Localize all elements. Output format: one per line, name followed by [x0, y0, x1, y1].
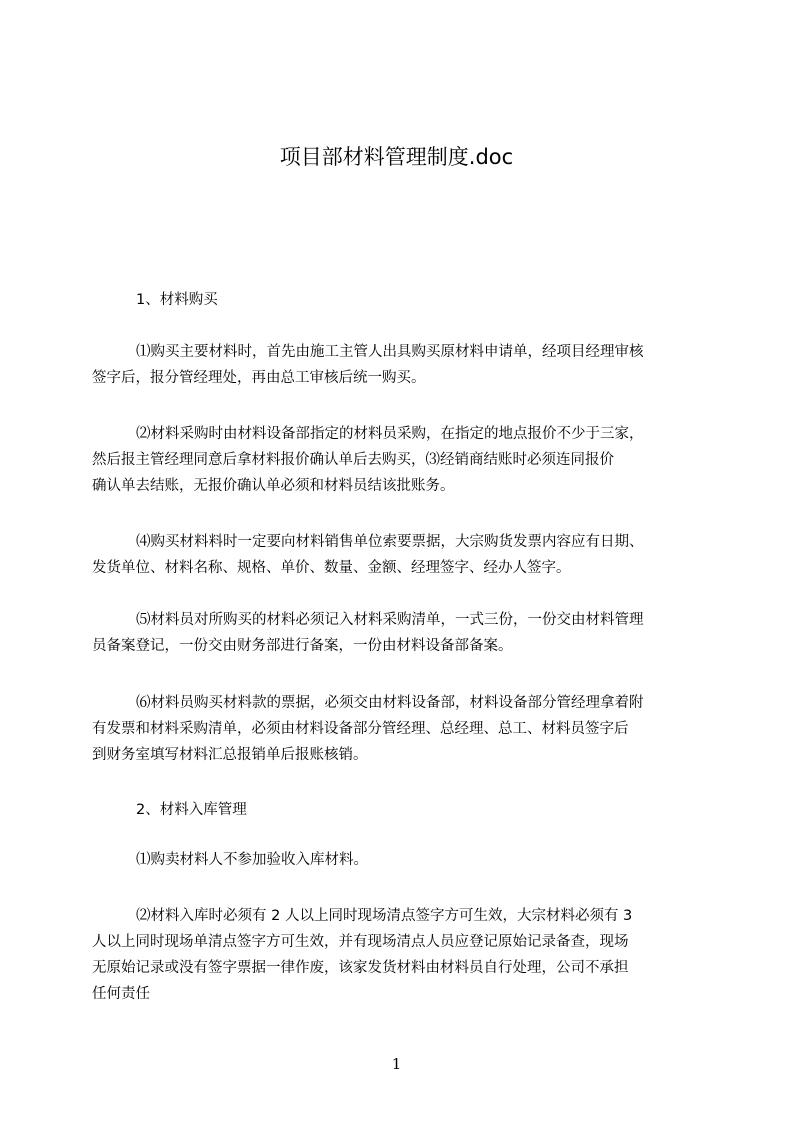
- paragraph-line: ⑸材料员对所购买的材料必须记入材料采购清单，一式三份，一份交由材料管理: [136, 612, 644, 628]
- paragraph-line: ⑹材料员购买材料款的票据，必须交由材料设备部，材料设备部分管经理拿着附: [136, 695, 644, 711]
- section-heading-material-warehousing: 2、材料入库管理: [136, 802, 247, 818]
- paragraph-warehousing-2: [92, 903, 722, 1007]
- paragraph-line: 然后报主管经理同意后拿材料报价确认单后去购买，⑶经销商结账时必须连同报价: [92, 452, 614, 468]
- paragraph-line: ⑴购卖材料人不参加验收入库材料。: [136, 852, 368, 868]
- paragraph-line: 人以上同时现场单清点签字方可生效，并有现场清点人员应登记原始记录备查，现场: [92, 934, 629, 950]
- paragraph-line: 确认单去结账，无报价确认单必须和材料员结该批账务。: [92, 478, 455, 494]
- section-heading-material-purchase: 1、材料购买: [136, 292, 218, 308]
- document-title: 项目部材料管理制度.doc: [279, 145, 514, 169]
- paragraph-line: 有发票和材料采购清单，必须由材料设备部分管经理、总经理、总工、材料员签字后: [92, 721, 629, 737]
- paragraph-line: 签字后，报分管经理处，再由总工审核后统一购买。: [92, 370, 426, 386]
- paragraph-warehousing-1: [92, 847, 722, 873]
- paragraph-purchase-4: [92, 607, 722, 659]
- paragraph-line: 任何责任: [92, 986, 150, 1002]
- paragraph-line: 发货单位、材料名称、规格、单价、数量、金额、经理签字、经办人签字。: [92, 560, 571, 576]
- paragraph-line: 到财务室填写材料汇总报销单后报账核销。: [92, 747, 368, 763]
- paragraph-line: 无原始记录或没有签字票据一律作废，该家发货材料由材料员自行处理，公司不承担: [92, 960, 629, 976]
- paragraph-line: ⑵材料采购时由材料设备部指定的材料员采购，在指定的地点报价不少于三家，: [136, 426, 644, 442]
- paragraph-purchase-2: [92, 421, 722, 499]
- paragraph-line: 员备案登记，一份交由财务部进行备案，一份由材料设备部备案。: [92, 638, 513, 654]
- paragraph-purchase-3: [92, 529, 722, 581]
- paragraph-purchase-1: [92, 339, 722, 391]
- paragraph-line: ⑵材料入库时必须有 2 人以上同时现场清点签字方可生效，大宗材料必须有 3: [136, 908, 633, 924]
- paragraph-purchase-5: [92, 690, 722, 768]
- page-number: 1: [391, 1055, 402, 1073]
- paragraph-line: ⑷购买材料料时一定要向材料销售单位索要票据，大宗购货发票内容应有日期、: [136, 534, 644, 550]
- paragraph-line: ⑴购买主要材料时，首先由施工主管人出具购买原材料申请单，经项目经理审核: [136, 344, 644, 360]
